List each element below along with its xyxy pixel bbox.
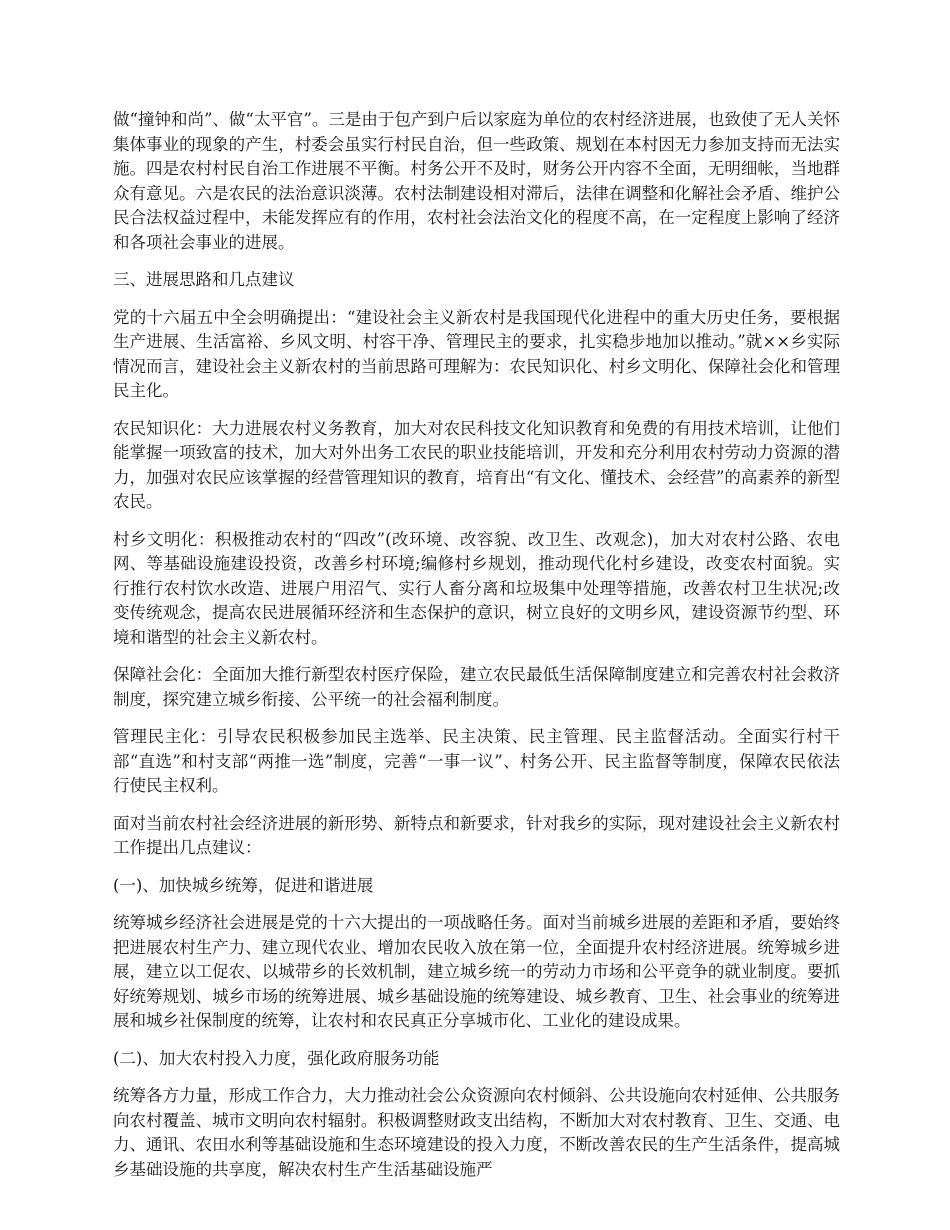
document-page xyxy=(113,108,840,1195)
paragraph-democratic-management: 管理民主化：引导农民积极参加民主选举、民主决策、民主管理、民主监督活动。全面实行村干部“直选”和村支部“两推一选”制度，完善“一事一议”、村务公开、民主监督等制度，保障农民依法行使民主权利。 xyxy=(113,727,840,795)
section-heading-development-ideas: 三、进展思路和几点建议 xyxy=(113,270,295,289)
paragraph-problems-continued: 做“撞钟和尚”、做“太平官”。三是由于包产到户后以家庭为单位的农村经济进展，也致使了无人关怀集体事业的现象的产生，村委会虽实行村民自治，但一些政策、规划在本村因无力参加支持而无法实施。四是农村村民自治工作进展不平衡。村务公开不及时，财务公开内容不全面，无明细帐，当地群众有意见。六是农民的法治意识淡薄。农村法制建设相对滞后，法律在调整和化解社会矛盾、维护公民合法权益过程中，未能发挥应有的作用，农村社会法治文化的程度不高，在一定程度上影响了经济和各项社会事业的进展。 xyxy=(113,110,840,252)
paragraph-farmer-knowledge: 农民知识化：大力进展农村义务教育，加大对农民科技文化知识教育和免费的有用技术培训，让他们能掌握一项致富的技术，加大对外出务工农民的职业技能培训，开发和充分利用农村劳动力资源的潜力，加强对农民应该掌握的经营管理知识的教育，培育出“有文化、懂技术、会经营”的高素养的新型农民。 xyxy=(113,418,840,511)
paragraph-rural-investment: 统筹各方力量，形成工作合力，大力推动社会公众资源向农村倾斜、公共设施向农村延伸、公共服务向农村覆盖、城市文明向农村辐射。积极调整财政支出结构，不断加大对农村教育、卫生、交通、电力、通讯、农田水利等基础设施和生态环境建设的投入力度，不断改善农民的生产生活条件，提高城乡基础设施的共享度，解决农村生产生活基础设施严 xyxy=(113,1086,840,1179)
paragraph-suggestions-intro: 面对当前农村社会经济进展的新形势、新特点和新要求，针对我乡的实际，现对建设社会主义新农村工作提出几点建议： xyxy=(113,813,840,857)
paragraph-social-security: 保障社会化：全面加大推行新型农村医疗保险，建立农民最低生活保障制度建立和完善农村社会救济制度，探究建立城乡衔接、公平统一的社会福利制度。 xyxy=(113,665,840,709)
subheading-rural-investment: (二)、加大农村投入力度，强化政府服务功能 xyxy=(113,1048,440,1068)
paragraph-plenum-statement: 党的十六届五中全会明确提出：“建设社会主义新农村是我国现代化进程中的重大历史任务，要根据生产进展、生活富裕、乡风文明、村容干净、管理民主的要求，扎实稳步地加以推动。”就××乡实际情况而言，建设社会主义新农村的当前思路可理解为：农民知识化、村乡文明化、保障社会化和管理民主化。 xyxy=(113,307,840,400)
subheading-urban-rural-coordination: (一)、加快城乡统筹，促进和谐进展 xyxy=(113,875,374,895)
paragraph-urban-rural-coordination: 统筹城乡经济社会进展是党的十六大提出的一项战略任务。面对当前城乡进展的差距和矛盾，要始终把进展农村生产力、建立现代农业、增加农民收入放在第一位，全面提升农村经济进展。统筹城乡进展，建立以工促农、以城带乡的长效机制，建立城乡统一的劳动力市场和公平竞争的就业制度。要抓好统筹规划、城乡市场的统筹进展、城乡基础设施的统筹建设、城乡教育、卫生、社会事业的统筹进展和城乡社保制度的统筹，让农村和农民真正分享城市化、工业化的建设成果。 xyxy=(113,913,840,1030)
paragraph-village-civilization: 村乡文明化：积极推动农村的“四改”(改环境、改容貌、改卫生、改观念)，加大对农村公路、农电网、等基础设施建设投资，改善乡村环境;编修村乡规划，推动现代化村乡建设，改变农村面貌。实行推行农村饮水改造、进展户用沼气、实行人畜分离和垃圾集中处理等措施，改善农村卫生状况;改变传统观念，提高农民进展循环经济和生态保护的意识，树立良好的文明乡风，建设资源节约型、环境和谐型的社会主义新农村。 xyxy=(113,529,840,647)
